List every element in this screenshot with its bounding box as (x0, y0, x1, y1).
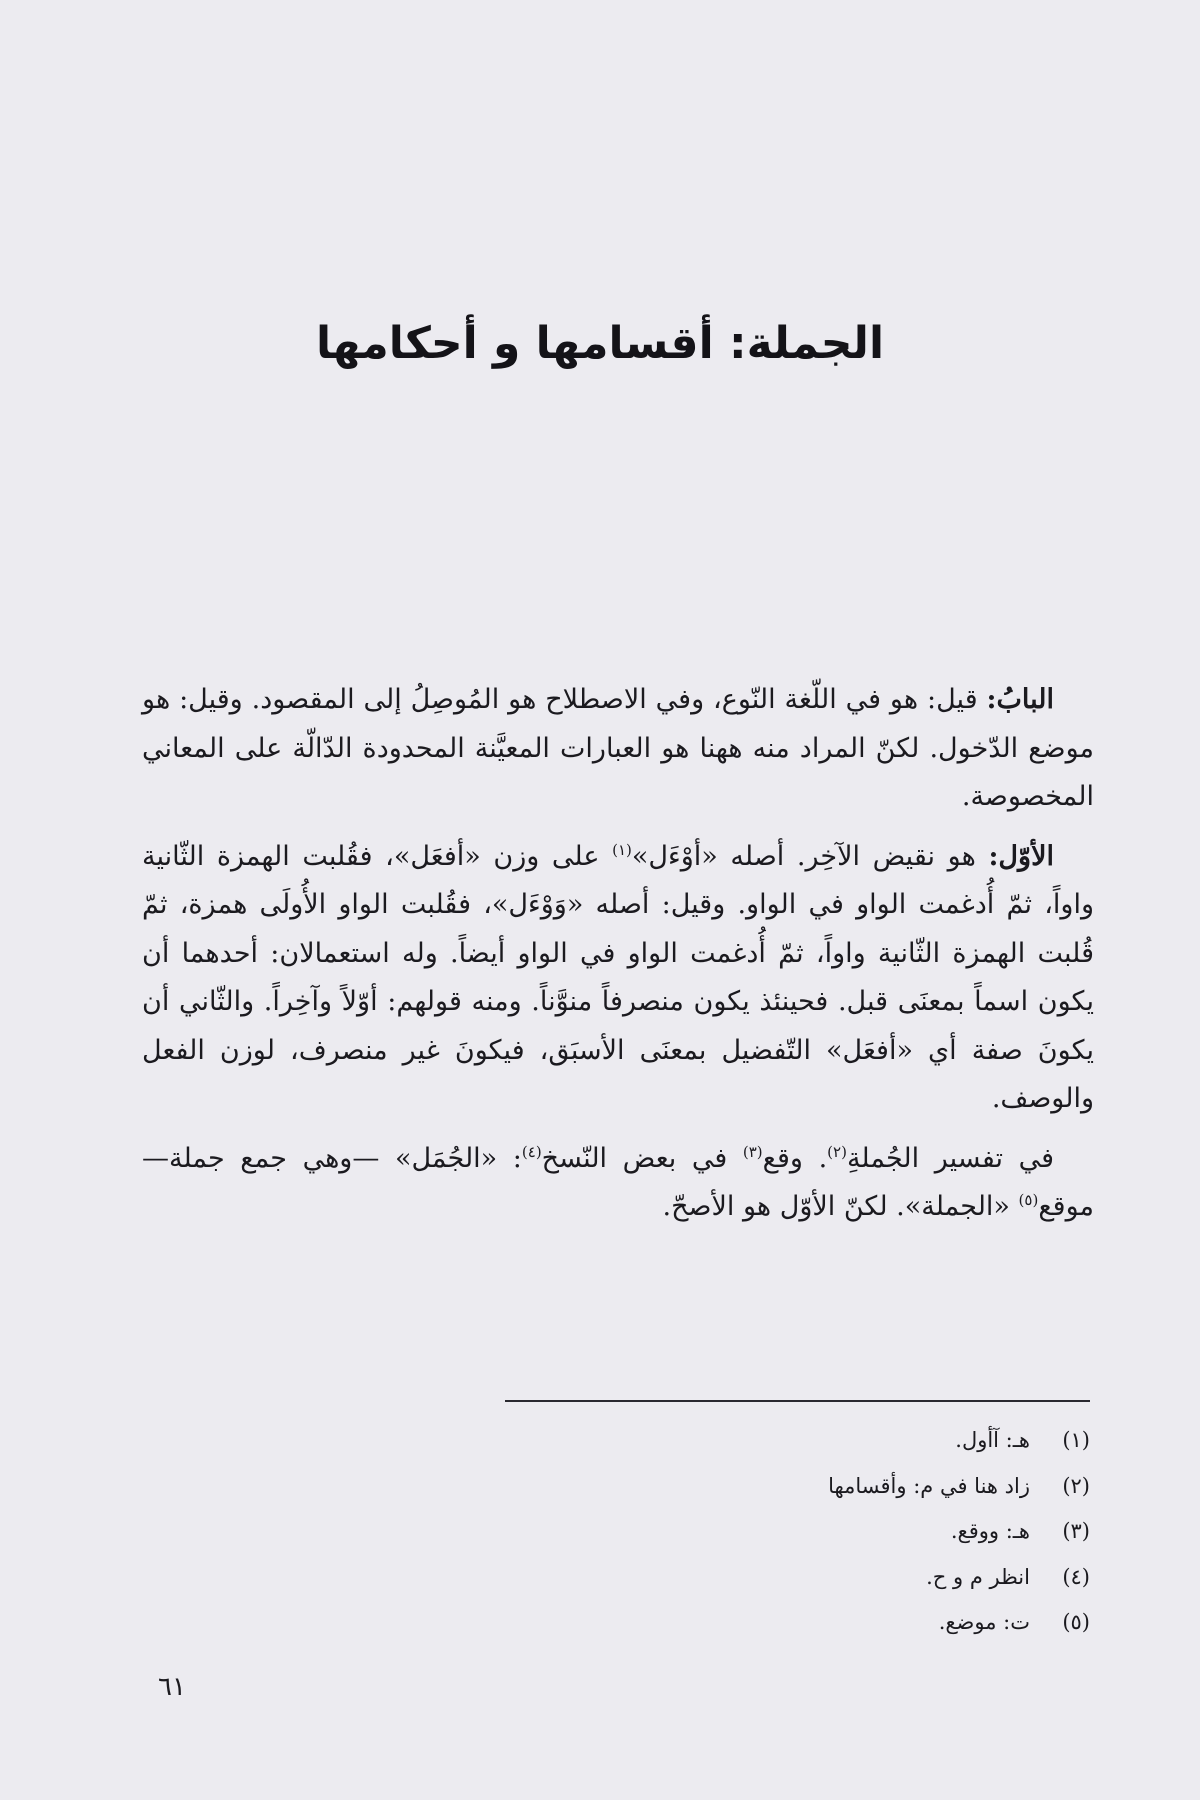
footnote-divider (505, 1400, 1090, 1402)
footnote-item (600, 1509, 1090, 1555)
footnote-number: (٤) (1062, 1564, 1090, 1589)
paragraph-jumla (142, 1135, 1094, 1232)
paragraph-text: في تفسير الجُملةِ (846, 1142, 1055, 1174)
term-awwal: الأوّل: (988, 840, 1054, 872)
footnote-number: (٣) (1062, 1519, 1090, 1543)
paragraph-text: قيل: هو في اللّغة النّوع، وفي الاصطلاح هو المُوصِلُ إلى المقصود. وقيل: هو موضع الدّخول. لكنّ المراد منه ههنا هو العبارات المعيَّنة المحدودة الدّالّة على المعاني المخصوصة. (142, 684, 1094, 812)
paragraph-text: : «الجُمَل» —وهي جمع جملة— موقع (142, 1142, 1094, 1222)
footnote-number: (٢) (1062, 1473, 1090, 1498)
footnote-number: (٥) (1062, 1610, 1090, 1634)
footnote-ref-4[interactable]: (٤) (521, 1142, 542, 1161)
paragraph-awwal (142, 833, 1094, 1124)
footnote-text: هـ: آأول. (955, 1428, 1030, 1452)
footnote-item (600, 1555, 1090, 1601)
footnote-ref-2[interactable]: (٢) (827, 1142, 847, 1161)
footnote-text: ت: موضع. (938, 1610, 1030, 1634)
footnote-item (600, 1464, 1090, 1510)
paragraph-text: . وقع (762, 1142, 828, 1174)
paragraph-text: «الجملة». لكنّ الأوّل هو الأصحّ. (662, 1191, 1019, 1222)
body-text (142, 676, 1094, 1243)
paragraph-text: هو نقيض الآخِر. أصله «أوْءَل» (631, 840, 989, 872)
footnote-text: انظر م و ح. (926, 1564, 1030, 1589)
paragraph-bab (142, 676, 1094, 822)
footnote-ref-1[interactable]: (١) (612, 840, 632, 859)
footnote-number: (١) (1062, 1428, 1090, 1452)
term-bab: البابُ: (986, 684, 1054, 715)
footnote-item (600, 1600, 1090, 1646)
footnote-ref-5[interactable]: (٥) (1018, 1191, 1039, 1209)
footnotes (600, 1418, 1090, 1646)
footnote-text: زاد هنا في م: وأقسامها (828, 1473, 1030, 1498)
footnote-item (600, 1418, 1090, 1464)
paragraph-text: في بعض النّسخ (541, 1142, 743, 1174)
footnote-ref-3[interactable]: (٣) (742, 1142, 763, 1161)
chapter-title: الجملة: أقسامها و أحكامها (315, 318, 885, 369)
paragraph-text: على وزن «أفعَل»، فقُلبت الهمزة الثّانية واواً، ثمّ أُدغمت الواو في الواو. وقيل: أصله «وَوْءَل»، فقُلبت الواو الأُولَى همزة، ثمّ قُلبت الهمزة الثّانية واواً، ثمّ أُدغمت الواو في الواو أيضاً. وله استعمالان: أحدهما أن يكون اسماً بمعنَى قبل. فحينئذ يكون منصرفاً منوَّناً. ومنه قولهم: أوّلاً وآخِراً. والثّاني أن يكونَ صفة أي «أفعَل» التّفضيل بمعنَى الأسبَق، فيكونَ غير منصرف، لوزن الفعل والوصف. (142, 840, 1094, 1114)
page-number: ٦١ (158, 1672, 186, 1702)
footnote-text: هـ: ووقع. (950, 1519, 1030, 1543)
